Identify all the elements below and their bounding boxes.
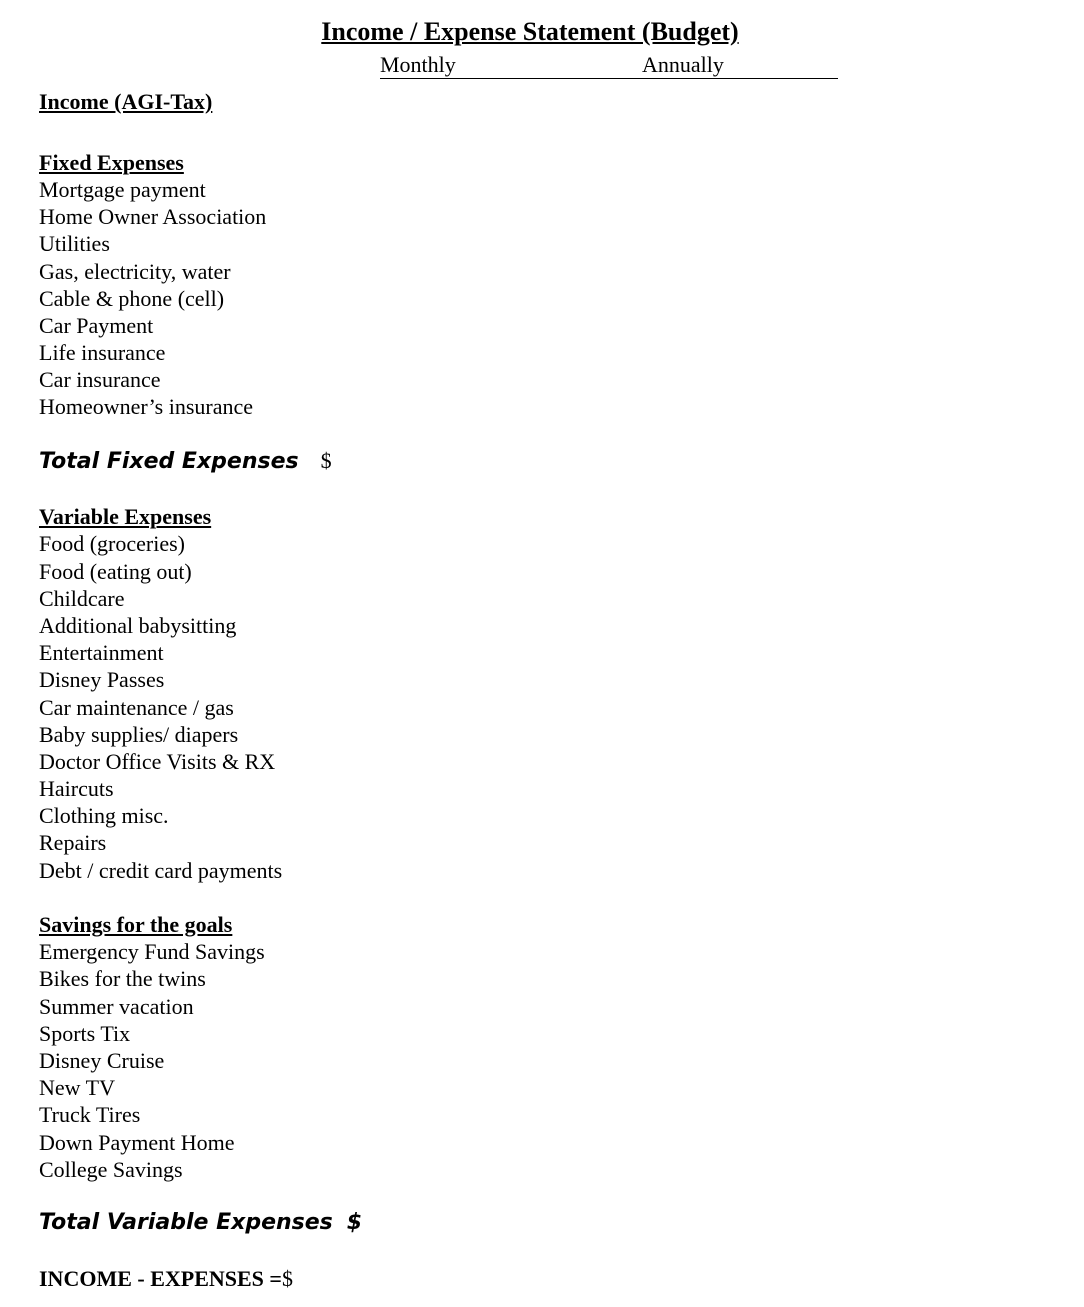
savings-item: Sports Tix (39, 1021, 131, 1046)
variable-item: Disney Passes (39, 667, 165, 692)
savings-item: Emergency Fund Savings (39, 939, 265, 964)
page-title: Income / Expense Statement (Budget) (321, 17, 739, 46)
savings-item: Down Payment Home (39, 1130, 235, 1155)
income-minus-expenses (39, 1265, 293, 1292)
net-dollar: $ (281, 1266, 293, 1291)
fixed-item: Car insurance (39, 367, 161, 392)
total-variable-label: Total Variable Expenses (39, 1210, 333, 1235)
savings-item: Truck Tires (39, 1102, 141, 1127)
net-label: INCOME - EXPENSES = (39, 1266, 282, 1291)
savings-item: Bikes for the twins (39, 966, 206, 991)
total-variable-dollar: $ (346, 1210, 363, 1235)
fixed-item: Mortgage payment (39, 177, 206, 202)
variable-item: Haircuts (39, 776, 114, 801)
variable-item: Doctor Office Visits & RX (39, 749, 276, 774)
fixed-item: Life insurance (39, 340, 166, 365)
variable-expenses-heading: Variable Expenses (39, 504, 212, 529)
savings-heading: Savings for the goals (39, 912, 233, 937)
savings-item: Disney Cruise (39, 1048, 165, 1073)
income-heading: Income (AGI-Tax) (39, 89, 213, 114)
savings-item: College Savings (39, 1157, 183, 1182)
column-monthly: Monthly (380, 52, 456, 77)
total-fixed-dollar: $ (320, 448, 332, 473)
fixed-expenses-heading: Fixed Expenses (39, 150, 184, 175)
variable-item: Clothing misc. (39, 803, 169, 828)
savings-item: Summer vacation (39, 994, 194, 1019)
variable-item: Additional babysitting (39, 613, 237, 638)
variable-item: Childcare (39, 586, 125, 611)
column-annually: Annually (642, 52, 724, 77)
variable-item: Car maintenance / gas (39, 695, 234, 720)
fixed-item: Cable & phone (cell) (39, 286, 225, 311)
fixed-item: Homeowner’s insurance (39, 394, 254, 419)
fixed-item: Utilities (39, 231, 110, 256)
savings-item: New TV (39, 1075, 115, 1100)
variable-item: Debt / credit card payments (39, 858, 283, 883)
column-headers (380, 52, 838, 79)
fixed-item: Car Payment (39, 313, 154, 338)
variable-item: Food (groceries) (39, 531, 186, 556)
fixed-item: Home Owner Association (39, 204, 267, 229)
variable-item: Baby supplies/ diapers (39, 722, 239, 747)
total-fixed-expenses (39, 447, 332, 475)
fixed-item: Gas, electricity, water (39, 259, 231, 284)
total-variable-expenses (39, 1209, 362, 1236)
total-fixed-label: Total Fixed Expenses (39, 449, 299, 474)
variable-item: Entertainment (39, 640, 164, 665)
variable-item: Food (eating out) (39, 559, 192, 584)
variable-item: Repairs (39, 830, 107, 855)
